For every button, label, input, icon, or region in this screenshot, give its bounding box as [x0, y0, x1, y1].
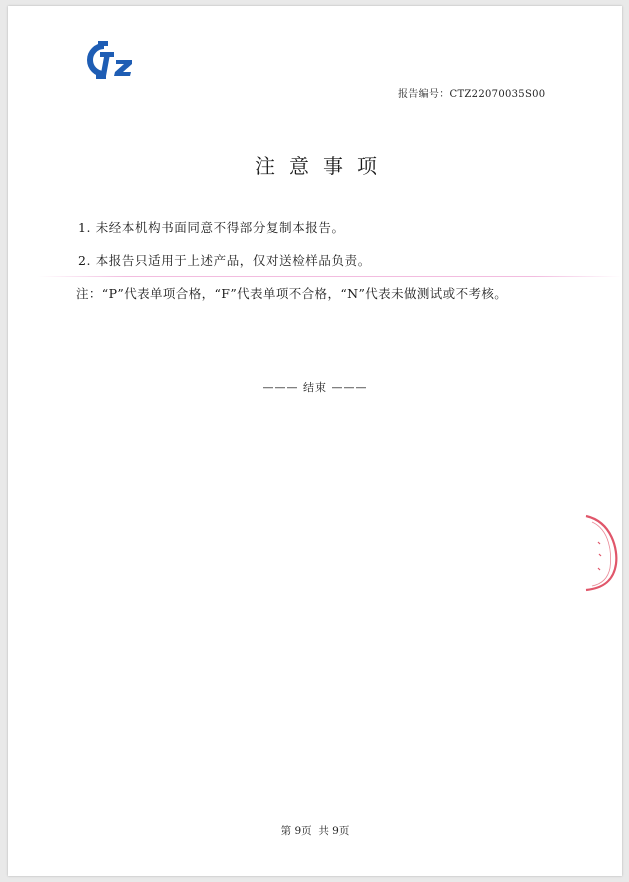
pink-scan-line	[38, 276, 622, 277]
page-title: 注意事项	[255, 154, 391, 178]
report-number-label: 报告编号：	[398, 89, 450, 100]
document-page	[8, 6, 622, 876]
ctz-logo	[78, 38, 138, 82]
page-current: 9	[294, 825, 302, 837]
report-number-value: CTZ22070035S00	[449, 89, 546, 100]
page-footer	[8, 823, 622, 838]
page-current-prefix: 第	[280, 825, 295, 837]
page-total-prefix: 共	[311, 825, 333, 837]
report-number	[398, 85, 545, 100]
end-mark: ——— 结束 ———	[262, 381, 368, 394]
page-total: 9	[332, 825, 339, 837]
notice-item-2: 2. 本报告只适用于上述产品，仅对送检样品负责。	[78, 253, 371, 268]
page-current-suffix: 页	[301, 825, 312, 837]
legend-note: 注：“P”代表单项合格，“F”代表单项不合格，“N”代表未做测试或不考核。	[76, 286, 508, 301]
notice-item-1: 1. 未经本机构书面同意不得部分复制本报告。	[78, 220, 345, 235]
page-total-suffix: 页	[338, 825, 350, 837]
red-seal-stamp	[582, 514, 622, 592]
